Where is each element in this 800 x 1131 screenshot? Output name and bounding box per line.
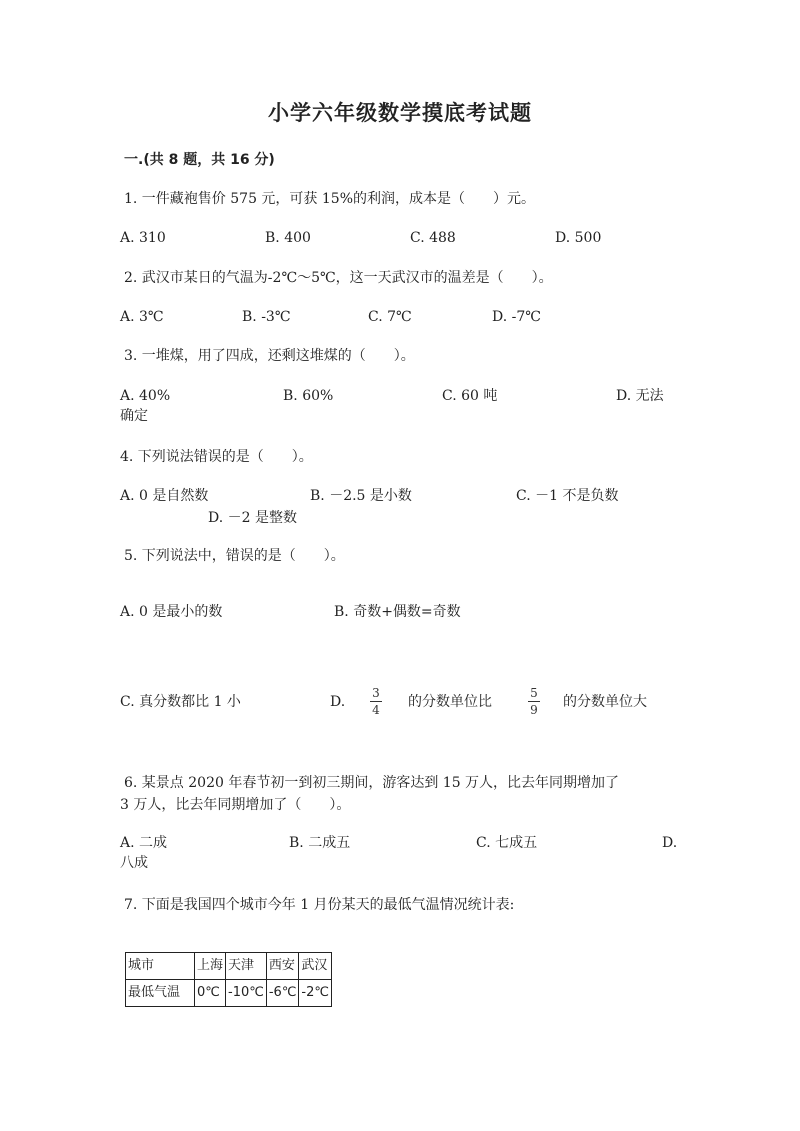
question-5-option-d-end: 的分数单位大 [563,694,647,710]
question-4-option-c: C. －1 不是负数 [516,488,619,504]
question-4-option-b: B. －2.5 是小数 [310,488,412,504]
question-5-option-b: B. 奇数+偶数=奇数 [334,604,461,620]
page-title: 小学六年级数学摸底考试题 [268,101,532,125]
fraction-numerator: 3 [372,686,380,700]
table-cell: -6℃ [266,980,299,1007]
question-5-option-a: A. 0 是最小的数 [120,604,223,620]
fraction-denominator: 9 [530,703,538,717]
question-2-option-a: A. 3℃ [120,309,164,325]
question-4-stem: 4. 下列说法错误的是（ ）。 [120,449,313,465]
question-3-option-b: B. 60% [283,388,334,404]
question-2-option-d: D. -7℃ [492,309,541,325]
question-2-option-c: C. 7℃ [368,309,412,325]
question-1-option-a: A. 310 [120,230,166,246]
question-3-option-d: D. 无法 [616,388,664,404]
table-cell: 城市 [126,953,195,980]
question-1-option-c: C. 488 [410,230,456,246]
question-4-option-a: A. 0 是自然数 [120,488,209,504]
question-6-option-d: D. [662,835,678,851]
fraction-bar [528,701,540,702]
question-3-option-a: A. 40% [120,388,171,404]
question-3-stem: 3. 一堆煤，用了四成，还剩这堆煤的（ ）。 [124,348,415,364]
table-cell: 最低气温 [126,980,195,1007]
section-header: 一.(共 8 题，共 16 分) [124,152,275,168]
question-6-option-c: C. 七成五 [476,835,538,851]
question-6-stem-line1: 6. 某景点 2020 年春节初一到初三期间，游客达到 15 万人，比去年同期增加了 [124,775,620,791]
question-3-option-d-wrap: 确定 [120,408,148,424]
question-1-option-b: B. 400 [265,230,311,246]
question-4-option-d: D. －2 是整数 [208,510,297,526]
table-cell: 武汉 [299,953,332,980]
question-1-stem: 1. 一件藏袍售价 575 元，可获 15%的利润，成本是（ ）元。 [124,191,535,207]
question-5-option-d-mid: 的分数单位比 [408,694,492,710]
table-cell: -10℃ [226,980,267,1007]
table-cell: 天津 [226,953,267,980]
question-6-stem-line2: 3 万人，比去年同期增加了（ ）。 [120,797,351,813]
table-cell: 西安 [266,953,299,980]
table-row [126,980,332,1007]
question-1-option-d: D. 500 [555,230,602,246]
fraction-denominator: 4 [372,703,380,717]
question-5-option-c: C. 真分数都比 1 小 [120,694,241,710]
question-3-option-c: C. 60 吨 [442,388,498,404]
table-header-row [126,953,332,980]
question-7-stem: 7. 下面是我国四个城市今年 1 月份某天的最低气温情况统计表: [124,897,515,913]
question-2-option-b: B. -3℃ [242,309,291,325]
fraction-five-ninths [526,686,542,717]
question-5-stem: 5. 下列说法中，错误的是（ ）。 [124,548,345,564]
table-cell: 上海 [195,953,226,980]
question-6-option-b: B. 二成五 [289,835,351,851]
temperature-table [125,952,332,1007]
question-6-option-d-wrap: 八成 [120,855,148,871]
question-2-stem: 2. 武汉市某日的气温为-2℃～5℃，这一天武汉市的温差是（ ）。 [124,270,553,286]
table-cell: 0℃ [195,980,226,1007]
question-5-option-d-label: D. [330,694,346,710]
question-6-option-a: A. 二成 [120,835,168,851]
fraction-three-quarters [368,686,384,717]
fraction-numerator: 5 [530,686,538,700]
fraction-bar [370,701,382,702]
table-cell: -2℃ [299,980,332,1007]
